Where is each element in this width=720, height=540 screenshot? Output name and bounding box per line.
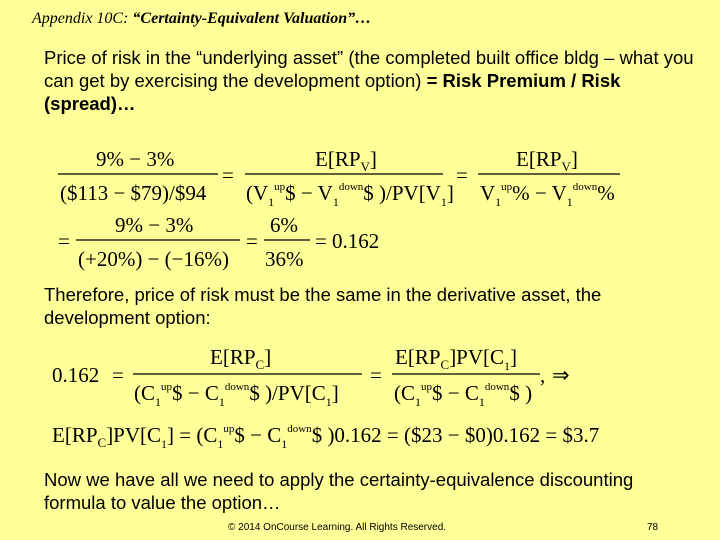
eq2-equals-2: = xyxy=(370,363,382,387)
page-number: 78 xyxy=(647,522,659,533)
eq1-den3: $V_1^{up}\% - V_1^{down}\%$ xyxy=(480,181,615,209)
paragraph2-text: Therefore, price of risk must be the same in the derivative asset, the development option: xyxy=(44,284,602,328)
eq2-line2: $E[RP_C]PV[C_1]$ = ($C_1^{up}\$$ − $C_1^{down}\$$ )0.162 = ($23 − $0)0.162 = $3.7 xyxy=(52,423,600,451)
eq1-den1-part1: ($113 − $79)/$94 xyxy=(60,181,207,205)
equation-block-1 xyxy=(0,140,720,275)
eq1-equals-2: = xyxy=(456,163,468,187)
eq1-equals-4: = xyxy=(246,229,258,253)
eq2-num2: $E[RP_C]PV[C_1]$ xyxy=(395,345,518,373)
eq1-equals-3: = xyxy=(58,229,70,253)
eq2-den2: ($C_1^{up}\$$ − $C_1^{down}\$$ ) xyxy=(394,381,533,409)
slide-title xyxy=(32,10,371,28)
eq1-num2: $E[RP_V]$ xyxy=(315,147,377,174)
eq1-num4: 9% − 3% xyxy=(115,213,194,237)
eq1-equals-5: = xyxy=(315,229,327,253)
eq1-num5: 6% xyxy=(270,213,298,237)
paragraph-price-of-risk xyxy=(44,46,694,115)
eq1-num1: 9% − 3% xyxy=(96,147,175,171)
paragraph1-bold: = Risk Premium / Risk (spread)… xyxy=(44,70,621,114)
eq2-lhs: 0.162 xyxy=(52,363,100,387)
eq2-comma: , xyxy=(540,363,546,387)
eq1-den2: ($V_1^{up}\$$ − $V_1^{down}\$$ )$/PV[V_1]$ xyxy=(246,181,454,209)
equation-block-2 xyxy=(0,342,720,454)
eq2-num1: $E[RP_C]$ xyxy=(210,345,272,372)
eq1-num3: $E[RP_V]$ xyxy=(516,147,578,174)
paragraph-therefore xyxy=(44,283,694,329)
eq1-den5: 36% xyxy=(265,247,304,271)
paragraph3-text: Now we have all we need to apply the certainty-equivalence discounting formula to value the option… xyxy=(44,469,634,513)
paragraph-now-we-have xyxy=(44,468,694,514)
eq2-den1: ($C_1^{up}\$$ − $C_1^{down}\$$ )$/PV[C_1]$ xyxy=(134,381,339,409)
eq2-implies-arrow: ⇒ xyxy=(552,363,570,387)
title-main: “Certainty-Equivalent Valuation”… xyxy=(132,10,372,27)
eq2-equals-1: = xyxy=(112,363,124,387)
footer-copyright: © 2014 OnCourse Learning. All Rights Reserved. xyxy=(228,522,447,533)
eq1-result: 0.162 xyxy=(332,229,380,253)
eq1-equals-1: = xyxy=(222,163,234,187)
title-prefix: Appendix 10C: xyxy=(32,10,133,27)
paragraph1-text: Price of risk in the “underlying asset” (the completed built office bldg – what you can get by exercising the development option) xyxy=(44,47,694,91)
eq1-den4: (+20%) − (−16%) xyxy=(78,247,229,271)
